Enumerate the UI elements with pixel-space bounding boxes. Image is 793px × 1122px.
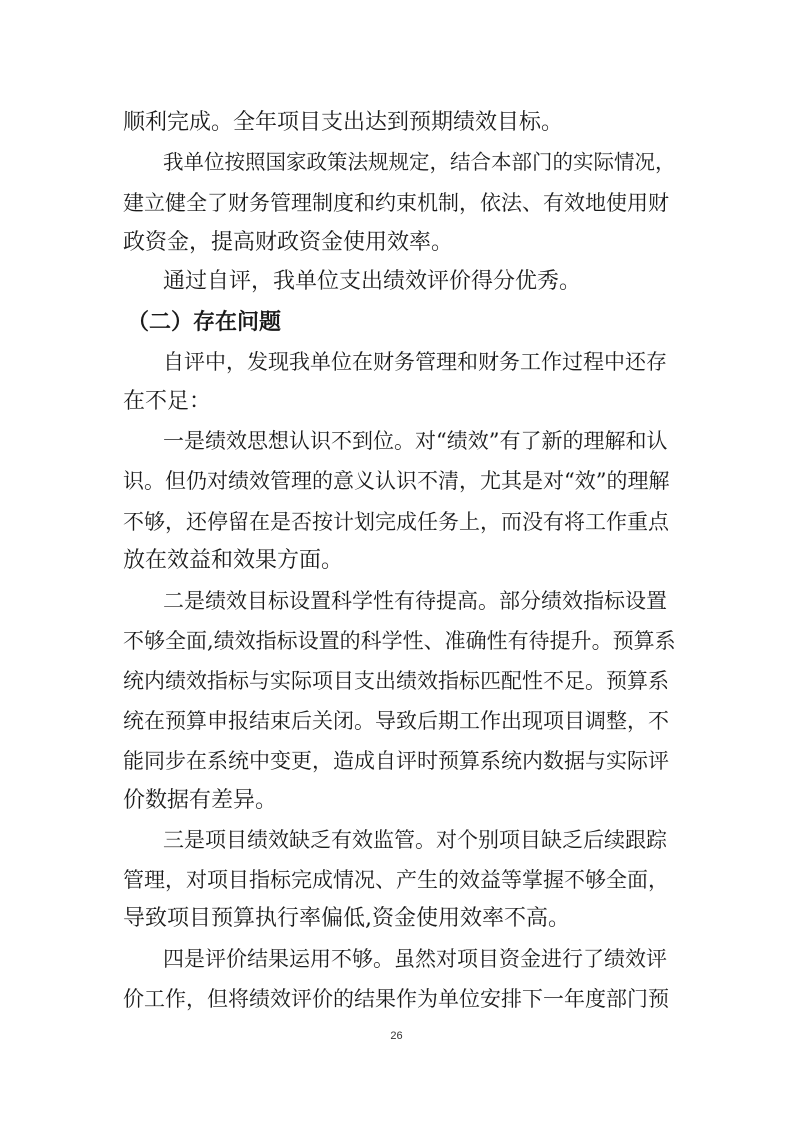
paragraph-line: 统内绩效指标与实际项目支出绩效指标匹配性不足。预算系 (123, 669, 669, 693)
paragraph-line: 放在效益和效果方面。 (123, 548, 344, 573)
paragraph-line: 三是项目绩效缺乏有效监管。对个别项目缺乏后续跟踪 (163, 828, 667, 852)
section-heading: （二）存在问题 (127, 309, 282, 335)
paragraph-line: 导致项目预算执行率偏低,资金使用效率不高。 (123, 906, 570, 931)
paragraph-line: 不够，还停留在是否按计划完成任务上，而没有将工作重点 (123, 510, 669, 534)
paragraph-line: 管理，对项目指标完成情况、产生的效益等掌握不够全面， (123, 868, 669, 892)
paragraph-line: 我单位按照国家政策法规规定，结合本部门的实际情况， (163, 150, 676, 174)
paragraph-line: 一是绩效思想认识不到位。对“绩效”有了新的理解和认 (163, 429, 668, 453)
page-number: 26 (390, 1030, 403, 1042)
paragraph-line: 建立健全了财务管理制度和约束机制，依法、有效地使用财 (123, 191, 669, 215)
paragraph-line: 价工作，但将绩效评价的结果作为单位安排下一年度部门预 (123, 987, 669, 1011)
paragraph-line: 顺利完成。全年项目支出达到预期绩效目标。 (123, 110, 564, 135)
paragraph-line: 二是绩效目标设置科学性有待提高。部分绩效指标设置 (163, 589, 667, 613)
paragraph-line: 统在预算申报结束后关闭。导致后期工作出现项目调整，不 (123, 709, 669, 733)
paragraph-line: 价数据有差异。 (123, 788, 278, 813)
paragraph-line: 自评中，发现我单位在财务管理和财务工作过程中还存 (163, 350, 667, 374)
paragraph-line: 四是评价结果运用不够。虽然对项目资金进行了绩效评 (163, 947, 667, 971)
paragraph-line: 通过自评，我单位支出绩效评价得分优秀。 (163, 269, 582, 294)
paragraph-line: 不够全面,绩效指标设置的科学性、准确性有待提升。预算系 (123, 629, 676, 653)
paragraph-line: 政资金，提高财政资金使用效率。 (123, 230, 454, 255)
paragraph-line: 能同步在系统中变更，造成自评时预算系统内数据与实际评 (123, 749, 669, 773)
paragraph-line: 识。但仍对绩效管理的意义认识不清，尤其是对“效”的理解 (123, 469, 670, 493)
paragraph-line: 在不足： (123, 389, 212, 414)
